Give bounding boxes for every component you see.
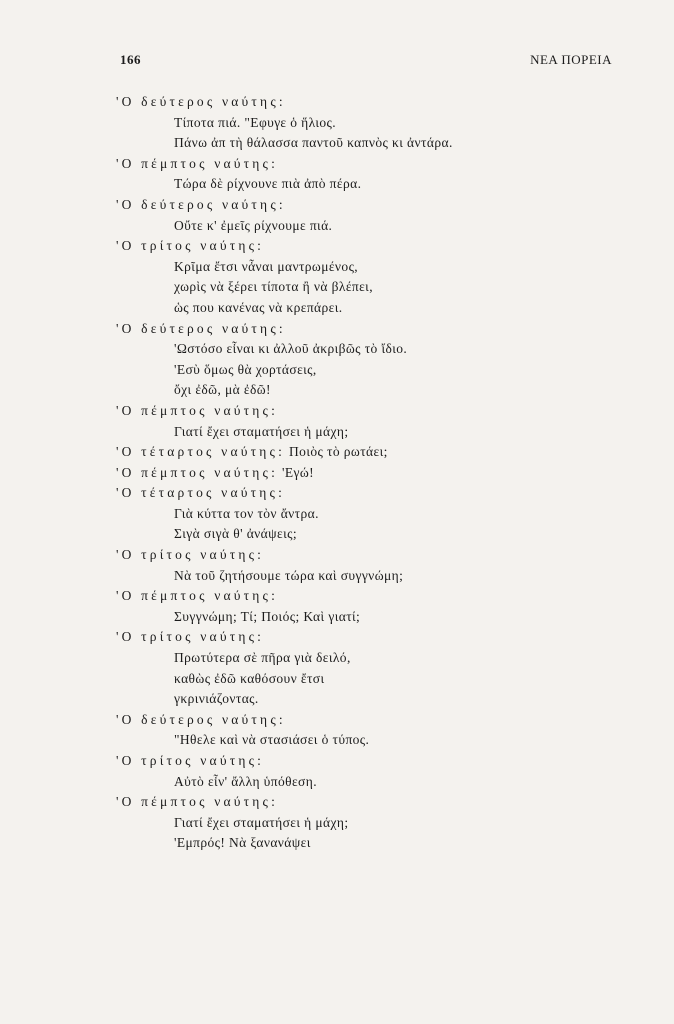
speech-line: Τίποτα πιά. "Εφυγε ὁ ἥλιος. [174,114,337,130]
speech-line: 'Ωστόσο εἶναι κι ἀλλοῦ ἀκριβῶς τὸ ἴδιο. [174,341,408,357]
speech-line: Πάνω ἀπ τὴ θάλασσα παντοῦ καπνὸς κι ἀντάρα. [174,135,453,151]
speech-line: Αὐτὸ εἶν' ἄλλη ὑπόθεση. [174,773,317,789]
dialogue-entry [116,401,636,442]
speaker-name: 'Ο πέμπτος ναύτης: [116,402,279,418]
speaker-name: 'Ο πέμπτος ναύτης: [116,588,279,604]
speaker-name: 'Ο τρίτος ναύτης: [116,547,265,563]
dialogue-entry [116,792,636,854]
speaker-line [116,586,636,607]
speech-line: Σιγὰ σιγὰ θ' ἀνάψεις; [174,526,297,542]
speech-line: "Ηθελε καὶ νὰ στασιάσει ὁ τύπος. [174,732,370,748]
speech-line: γκρινιάζοντας. [174,691,259,707]
dialogue-entry [116,463,636,484]
speaker-line [116,442,636,463]
page-header [120,52,612,72]
speaker-line [116,92,636,113]
dialogue-entry [116,751,636,792]
speech-line: Γιὰ κύττα τον τὸν ἄντρα. [174,505,319,521]
speaker-line [116,236,636,257]
speaker-name: 'Ο τέταρτος ναύτης: [116,485,286,501]
speaker-line [116,751,636,772]
dialogue-entry [116,195,636,236]
dialogue-entry [116,92,636,154]
speech-line: Γιατί ἔχει σταματήσει ἡ μάχη; [174,423,349,439]
speaker-name: 'Ο δεύτερος ναύτης: [116,196,286,212]
speech-line: καθὼς ἐδῶ καθόσουν ἔτσι [174,670,325,686]
dialogue-entry [116,710,636,751]
speaker-line [116,463,636,484]
dialogue-entry [116,154,636,195]
speaker-line [116,545,636,566]
play-text [116,92,636,854]
speech-line: Πρωτύτερα σὲ πῆρα γιὰ δειλό, [174,650,351,666]
speech-line: ὄχι ἐδῶ, μὰ ἐδῶ! [174,382,271,398]
dialogue-entry [116,442,636,463]
speaker-name: 'Ο δεύτερος ναύτης: [116,320,286,336]
speaker-name: 'Ο τρίτος ναύτης: [116,629,265,645]
speech-line: Συγγνώμη; Τί; Ποιός; Καὶ γιατί; [174,608,361,624]
speaker-line [116,319,636,340]
speaker-name: 'Ο πέμπτος ναύτης: [116,794,279,810]
speaker-name: 'Ο πέμπτος ναύτης: [116,155,279,171]
speech-line: Κρῖμα ἔτσι νἆναι μαντρωμένος, [174,258,359,274]
speaker-line [116,792,636,813]
dialogue-entry [116,586,636,627]
speaker-line [116,710,636,731]
dialogue-entry [116,319,636,401]
speaker-line [116,483,636,504]
speaker-name: 'Ο τρίτος ναύτης: [116,238,265,254]
dialogue-entry [116,545,636,586]
speech-line: 'Εσὺ ὅμως θὰ χορτάσεις, [174,361,317,377]
dialogue-entry [116,627,636,709]
speaker-line [116,154,636,175]
speaker-name: 'Ο δεύτερος ναύτης: [116,711,286,727]
speaker-name: 'Ο πέμπτος ναύτης: [116,464,279,480]
speech-line: χωρὶς νὰ ξέρει τίποτα ἢ νὰ βλέπει, [174,279,373,295]
dialogue-entry [116,236,636,318]
speaker-line [116,401,636,422]
speaker-name: 'Ο δεύτερος ναύτης: [116,94,286,109]
speech-line: ὡς που κανένας νὰ κρεπάρει. [174,299,343,315]
speech-line: Οὔτε κ' ἐμεῖς ρίχνουμε πιά. [174,217,333,233]
speaker-line [116,195,636,216]
speech-line: 'Εμπρός! Νὰ ξανανάψει [174,835,311,851]
inline-speech: Ποιὸς τὸ ρωτάει; [289,444,388,460]
page-number: 166 [120,52,141,67]
speaker-line [116,627,636,648]
speech-line: Γιατί ἔχει σταματήσει ἡ μάχη; [174,814,349,830]
running-title: ΝΕΑ ΠΟΡΕΙΑ [530,52,612,67]
speech-line: Νὰ τοῦ ζητήσουμε τώρα καὶ συγγνώμη; [174,567,404,583]
speech-line: Τώρα δὲ ρίχνουνε πιὰ ἀπὸ πέρα. [174,176,362,192]
speaker-name: 'Ο τέταρτος ναύτης: [116,444,286,460]
dialogue-entry [116,483,636,545]
speaker-name: 'Ο τρίτος ναύτης: [116,753,265,768]
inline-speech: 'Εγώ! [282,464,315,480]
